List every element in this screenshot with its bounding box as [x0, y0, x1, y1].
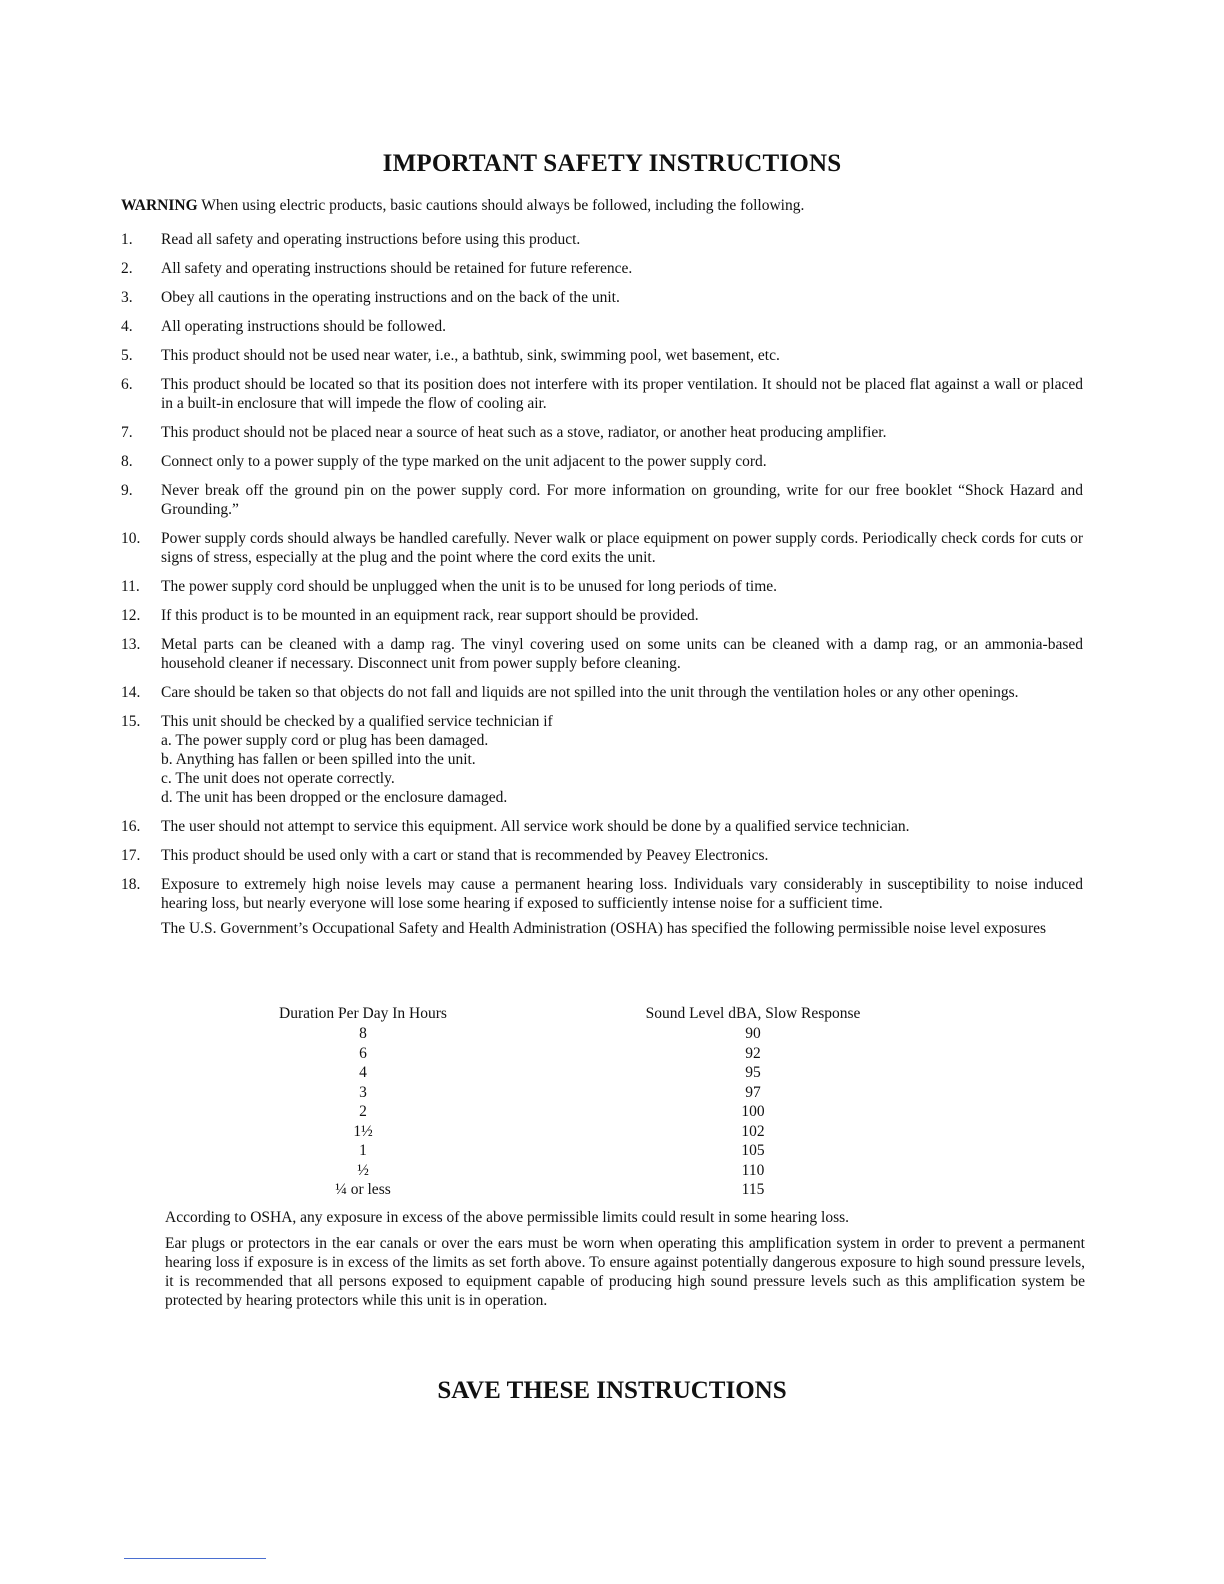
table-row: [238, 1180, 1018, 1200]
item-number: 14.: [121, 684, 141, 701]
item-text: This product should be located so that its position does not interfere with its proper ventilation. It should not be placed flat against a wall or placed in a built-in enclosure that will impede the flow of cooling air.: [161, 376, 1083, 412]
duration-cell: 6: [359, 1044, 367, 1062]
duration-cell: 3: [359, 1083, 367, 1101]
list-item: [121, 230, 1083, 249]
list-item: [121, 452, 1083, 471]
item-number: 1.: [121, 231, 133, 248]
item-text: This product should be used only with a cart or stand that is recommended by Peavey Electronics.: [161, 847, 769, 864]
duration-cell: ½: [357, 1161, 369, 1179]
sound-level-cell: 115: [741, 1181, 765, 1198]
sub-item: c. The unit does not operate correctly.: [161, 770, 395, 787]
table-row: [238, 1141, 1018, 1161]
list-item: [121, 817, 1083, 836]
footer-rule: [124, 1558, 266, 1559]
save-instructions-title: SAVE THESE INSTRUCTIONS: [437, 1377, 787, 1404]
item-text: This unit should be checked by a qualified service technician if: [161, 713, 553, 730]
duration-cell: 4: [359, 1064, 367, 1081]
sound-level-cell: 97: [745, 1083, 761, 1101]
warning-text: When using electric products, basic cautions should always be followed, including the following.: [201, 197, 805, 214]
list-item: [121, 346, 1083, 365]
list-item: [121, 259, 1083, 278]
item-number: 15.: [121, 713, 141, 730]
duration-cell: 1: [359, 1142, 367, 1159]
item-text: If this product is to be mounted in an equipment rack, rear support should be provided.: [161, 607, 699, 624]
sub-item: a. The power supply cord or plug has been damaged.: [161, 732, 489, 749]
item-number: 7.: [121, 424, 133, 441]
item-text: Read all safety and operating instructions before using this product.: [161, 231, 581, 248]
list-item: [121, 423, 1083, 442]
item-number: 4.: [121, 318, 133, 335]
item-text: Power supply cords should always be handled carefully. Never walk or place equipment on power supply cords. Periodically check cords for cuts or signs of stress, especially at the plug and the point where the cord exits the unit.: [161, 530, 1083, 566]
noise-exposure-table: [238, 1004, 1018, 1200]
sound-level-cell: 90: [745, 1025, 761, 1042]
list-item: [121, 288, 1083, 307]
item-number: 5.: [121, 347, 133, 364]
table-row: [238, 1122, 1018, 1142]
sound-level-cell: 92: [745, 1044, 761, 1062]
table-row: [238, 1102, 1018, 1122]
warning-label: WARNING: [121, 197, 198, 214]
sound-level-cell: 102: [741, 1122, 765, 1140]
table-header-sound-level: Sound Level dBA, Slow Response: [645, 1005, 861, 1022]
item-text: Never break off the ground pin on the power supply cord. For more information on grounding, write for our free booklet “Shock Hazard and Grounding.”: [161, 482, 1083, 518]
item-number: 6.: [121, 376, 133, 393]
sound-level-cell: 110: [741, 1161, 765, 1179]
list-item: [121, 846, 1083, 865]
item-text: This product should not be placed near a source of heat such as a stove, radiator, or another heat producing amplifier.: [161, 424, 887, 441]
table-row: [238, 1044, 1018, 1064]
list-item: [121, 375, 1083, 413]
table-header-duration: Duration Per Day In Hours: [279, 1005, 447, 1022]
list-item: [121, 317, 1083, 336]
list-item: [121, 529, 1083, 567]
item-text: Metal parts can be cleaned with a damp rag. The vinyl covering used on some units can be cleaned with a damp rag, or an ammonia-based household cleaner if necessary. Disconnect unit from power supply before cleaning.: [161, 636, 1083, 672]
table-row: [238, 1063, 1018, 1083]
item-number: 9.: [121, 482, 133, 499]
hearing-protection-note: Ear plugs or protectors in the ear canals or over the ears must be worn when operating this amplification system in order to prevent a permanent hearing loss if exposure is in excess of the limits as set forth above. To ensure against potentially dangerous exposure to high sound pressure levels, it is recommended that all persons exposed to equipment capable of producing high sound pressure levels such as this amplification system be protected by hearing protectors while this unit is in operation.: [165, 1235, 1085, 1309]
duration-cell: 8: [359, 1025, 367, 1042]
item-number: 12.: [121, 607, 141, 624]
list-item: [121, 875, 1083, 938]
item-number: 11.: [121, 578, 140, 595]
table-row: [238, 1024, 1018, 1044]
list-item: [121, 481, 1083, 519]
sound-level-cell: 105: [741, 1142, 765, 1159]
page-title: IMPORTANT SAFETY INSTRUCTIONS: [382, 150, 842, 177]
item-text: Connect only to a power supply of the type marked on the unit adjacent to the power supply cord.: [161, 453, 767, 470]
item-text: Care should be taken so that objects do not fall and liquids are not spilled into the unit through the ventilation holes or any other openings.: [161, 684, 1019, 701]
table-header-row: [238, 1004, 1018, 1024]
sound-level-cell: 100: [741, 1103, 765, 1120]
item-number: 2.: [121, 260, 133, 277]
list-item: [121, 577, 1083, 596]
duration-cell: 1½: [353, 1122, 373, 1140]
item-text: The power supply cord should be unplugged when the unit is to be unused for long periods of time.: [161, 578, 778, 595]
list-item: [121, 683, 1083, 702]
item-text: This product should not be used near water, i.e., a bathtub, sink, swimming pool, wet basement, etc.: [161, 347, 780, 364]
warning-line: [121, 197, 1081, 215]
item-number: 16.: [121, 818, 141, 835]
sound-level-cell: 95: [745, 1064, 761, 1081]
list-item: [121, 635, 1083, 673]
item-text: The user should not attempt to service this equipment. All service work should be done by a qualified service technician.: [161, 818, 910, 835]
sub-list: [161, 731, 1083, 807]
table-row: [238, 1161, 1018, 1181]
item-number: 18.: [121, 876, 141, 893]
safety-instructions-list: [121, 230, 1083, 948]
item-number: 13.: [121, 636, 141, 653]
item-text: All operating instructions should be followed.: [161, 318, 446, 335]
list-item: [121, 712, 1083, 807]
item-text: All safety and operating instructions should be retained for future reference.: [161, 260, 633, 277]
item-number: 3.: [121, 289, 133, 306]
duration-cell: 2: [359, 1103, 367, 1120]
item-paragraph: The U.S. Government’s Occupational Safety and Health Administration (OSHA) has specified the following permissible noise level exposures: [161, 920, 1047, 937]
sub-item: d. The unit has been dropped or the enclosure damaged.: [161, 789, 508, 806]
duration-cell: ¼ or less: [335, 1181, 391, 1198]
table-row: [238, 1083, 1018, 1103]
item-number: 17.: [121, 847, 141, 864]
item-number: 10.: [121, 530, 141, 547]
osha-note: According to OSHA, any exposure in excess of the above permissible limits could result in some hearing loss.: [165, 1209, 850, 1226]
item-text: Obey all cautions in the operating instructions and on the back of the unit.: [161, 289, 620, 306]
item-number: 8.: [121, 453, 133, 470]
sub-item: b. Anything has fallen or been spilled into the unit.: [161, 751, 476, 768]
item-text: Exposure to extremely high noise levels may cause a permanent hearing loss. Individuals vary considerably in susceptibility to noise induced hearing loss, but nearly everyone will lose some hearing if exposed to sufficiently intense noise for a sufficient time.: [161, 876, 1083, 912]
list-item: [121, 606, 1083, 625]
